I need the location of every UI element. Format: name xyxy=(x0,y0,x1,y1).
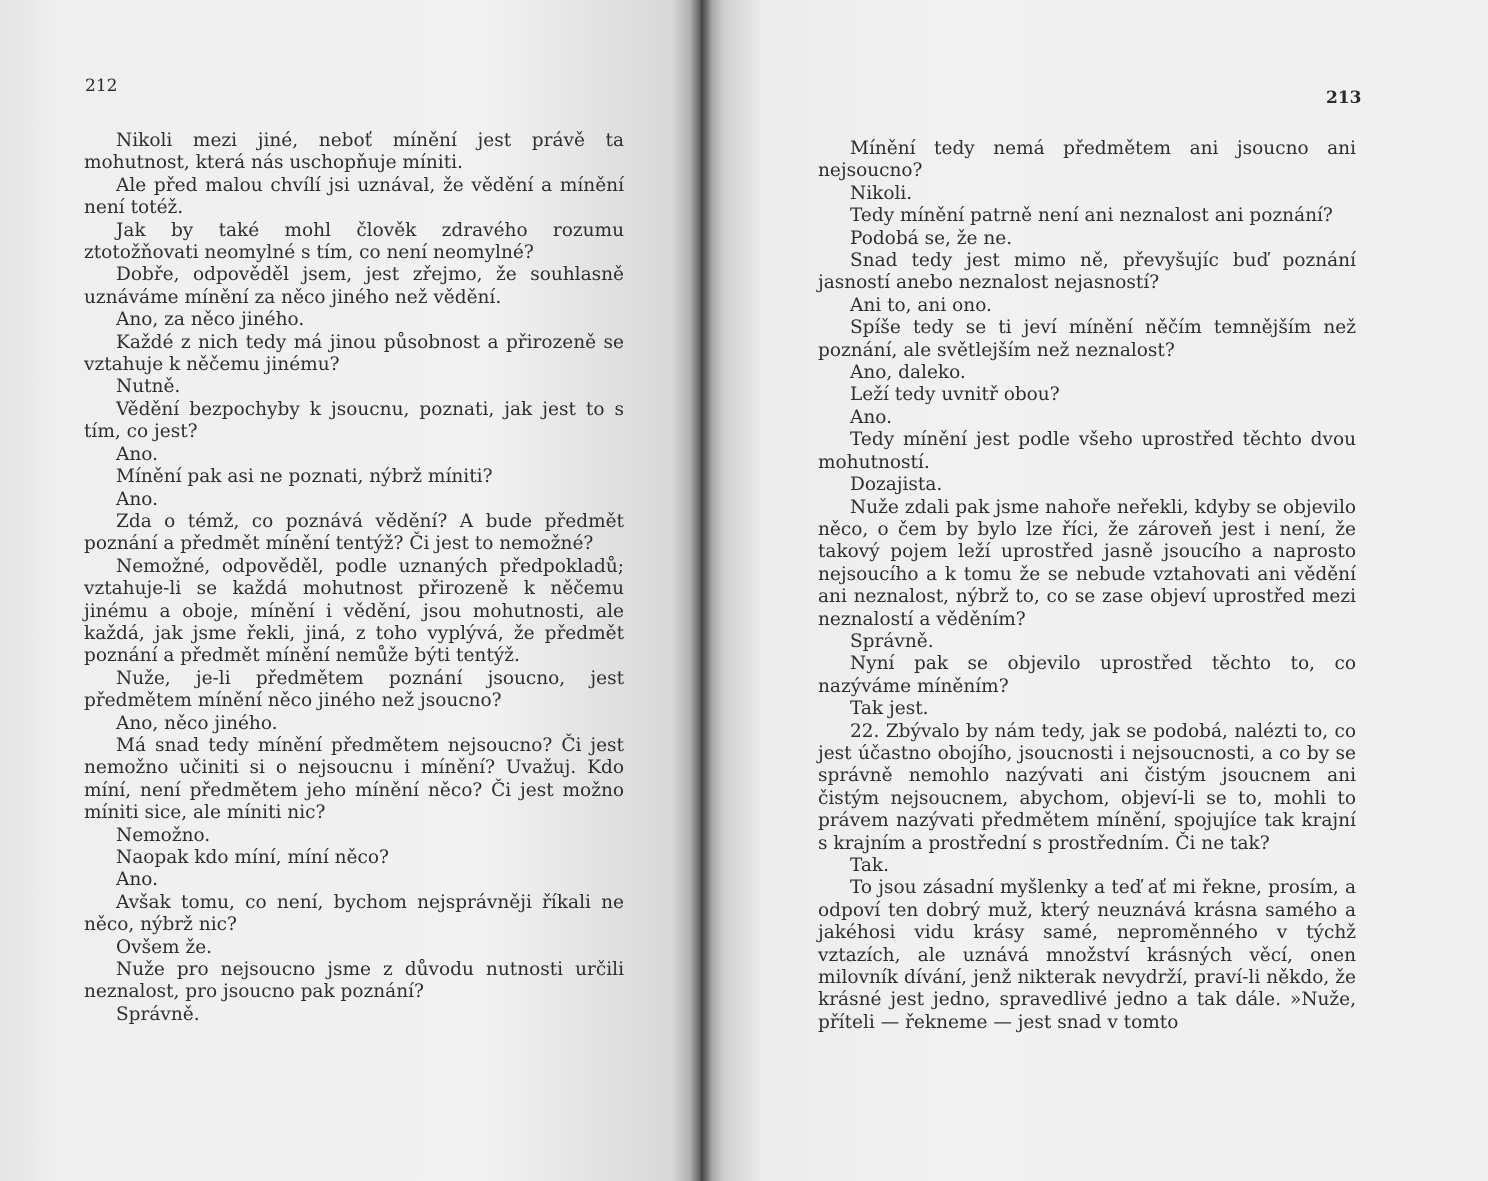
paragraph: Správně. xyxy=(116,1003,200,1025)
paragraph: Jak by také mohl člověk zdravého rozumu ztotožňovati neomylné s tím, co není neomylné? xyxy=(84,219,624,264)
paragraph: Ale před malou chvílí jsi uznával, že vědění a mínění není totéž. xyxy=(84,174,624,219)
paragraph: Spíše tedy se ti jeví mínění něčím temnějším než poznání, ale světlejším než neznalost? xyxy=(818,317,1356,361)
paragraph: Nemožné, odpověděl, podle uznaných předpokladů; vztahuje-li se každá mohutnost přirozeně k něčemu jinému a oboje, mínění i vědění, jsou mohutnosti, ale každá, jak jsme řekli, jiná, z toho vyplývá, že předmět poznání a předmět mínění nemůže býti tentýž. xyxy=(84,555,624,667)
right-page-text xyxy=(818,138,1356,1034)
paragraph: Ano. xyxy=(850,406,892,428)
paragraph: Ano. xyxy=(116,488,158,510)
left-page xyxy=(0,0,700,1181)
paragraph: Tak jest. xyxy=(850,698,929,720)
paragraph: Dozajista. xyxy=(850,474,943,496)
page-number: 213 xyxy=(1326,88,1362,108)
paragraph: Dobře, odpověděl jsem, jest zřejmo, že souhlasně uznáváme mínění za něco jiného než vědění. xyxy=(84,264,624,308)
left-page-text xyxy=(84,130,624,1026)
paragraph: Ovšem že. xyxy=(116,936,213,958)
paragraph: Vědění bezpochyby k jsoucnu, poznati, jak jest to s tím, co jest? xyxy=(84,398,624,443)
paragraph: Mínění pak asi ne poznati, nýbrž míniti? xyxy=(116,466,493,488)
paragraph: Nuže pro nejsoucno jsme z důvodu nutnosti určili neznalost, pro jsoucno pak poznání? xyxy=(84,959,624,1003)
paragraph: Zda o témž, co poznává vědění? A bude předmět poznání a předmět mínění tentýž? Či jest to nemožné? xyxy=(84,510,624,555)
paragraph: Ani to, ani ono. xyxy=(850,294,992,316)
book-gutter xyxy=(690,0,712,1181)
page-number: 212 xyxy=(85,76,118,96)
paragraph: Má snad tedy mínění předmětem nejsoucno? Či jest nemožno učiniti si o nejsoucnu i mínění? Uvažuj. Kdo míní, není předmětem jeho mínění něco? Či jest možno míniti sice, ale míniti nic? xyxy=(84,734,624,824)
paragraph: Ano. xyxy=(116,869,158,891)
paragraph: 22. Zbývalo by nám tedy, jak se podobá, nalézti to, co jest účastno obojího, jsoucnosti i nejsoucnosti, a co by se správně nemohlo nazývati ani čistým jsoucnem ani čistým nejsoucnem, abychom, objeví-li se to, mohli to právem nazývati předmětem mínění, spojujíce tak krajní s krajním a prostřední s prostředním. Či ne tak? xyxy=(818,720,1356,854)
paragraph: Ano, daleko. xyxy=(850,362,966,384)
paragraph: Nikoli mezi jiné, neboť mínění jest právě ta mohutnost, která nás uschopňuje míniti. xyxy=(84,130,624,174)
paragraph: To jsou zásadní myšlenky a teď ať mi řekne, prosím, a odpoví ten dobrý muž, který neuznává krásna samého a jakéhosi vidu krásy samé, neproměnného v týchž vztazích, ale uznává množství krásných věcí, onen milovník dívání, jenž nikterak nevydrží, praví-li někdo, že krásné jest jedno, spravedlivé jedno a tak dále. »Nuže, příteli — řekneme — jest snad v tomto xyxy=(818,877,1356,1033)
paragraph: Podobá se, že ne. xyxy=(850,227,1013,249)
paragraph: Ano. xyxy=(116,443,158,465)
paragraph: Mínění tedy nemá předmětem ani jsoucno ani nejsoucno? xyxy=(818,138,1356,182)
paragraph: Nutně. xyxy=(116,376,181,398)
paragraph: Nikoli. xyxy=(850,182,913,204)
paragraph: Nyní pak se objevilo uprostřed těchto to, co nazýváme míněním? xyxy=(818,653,1356,697)
paragraph: Ano, za něco jiného. xyxy=(116,309,305,331)
paragraph: Avšak tomu, co není, bychom nejsprávněji říkali ne něco, nýbrž nic? xyxy=(84,891,624,936)
paragraph: Naopak kdo míní, míní něco? xyxy=(116,847,389,868)
paragraph: Nemožno. xyxy=(116,824,211,846)
paragraph: Ano, něco jiného. xyxy=(116,712,278,734)
paragraph: Tedy mínění jest podle všeho uprostřed těchto dvou mohutností. xyxy=(818,429,1356,473)
paragraph: Tedy mínění patrně není ani neznalost ani poznání? xyxy=(850,205,1333,227)
paragraph: Snad tedy jest mimo ně, převyšujíc buď poznání jasností anebo neznalost nejasností? xyxy=(818,250,1356,294)
paragraph: Leží tedy uvnitř obou? xyxy=(850,384,1060,406)
paragraph: Správně. xyxy=(850,630,934,652)
paragraph: Tak. xyxy=(850,855,890,876)
paragraph: Každé z nich tedy má jinou působnost a přirozeně se vztahuje k něčemu jinému? xyxy=(84,331,624,376)
paragraph: Nuže, je-li předmětem poznání jsoucno, jest předmětem mínění něco jiného než jsoucno? xyxy=(84,667,624,712)
paragraph: Nuže zdali pak jsme nahoře neřekli, kdyby se objevilo něco, o čem by bylo lze říci, že zároveň jest i není, že takový pojem leží uprostřed jasně jsoucího a naprosto nejsoucího a k tomu že se nebude vztahovati ani vědění ani neznalost, nýbrž to, co se zase objeví uprostřed mezi neznalostí a věděním? xyxy=(818,496,1356,630)
